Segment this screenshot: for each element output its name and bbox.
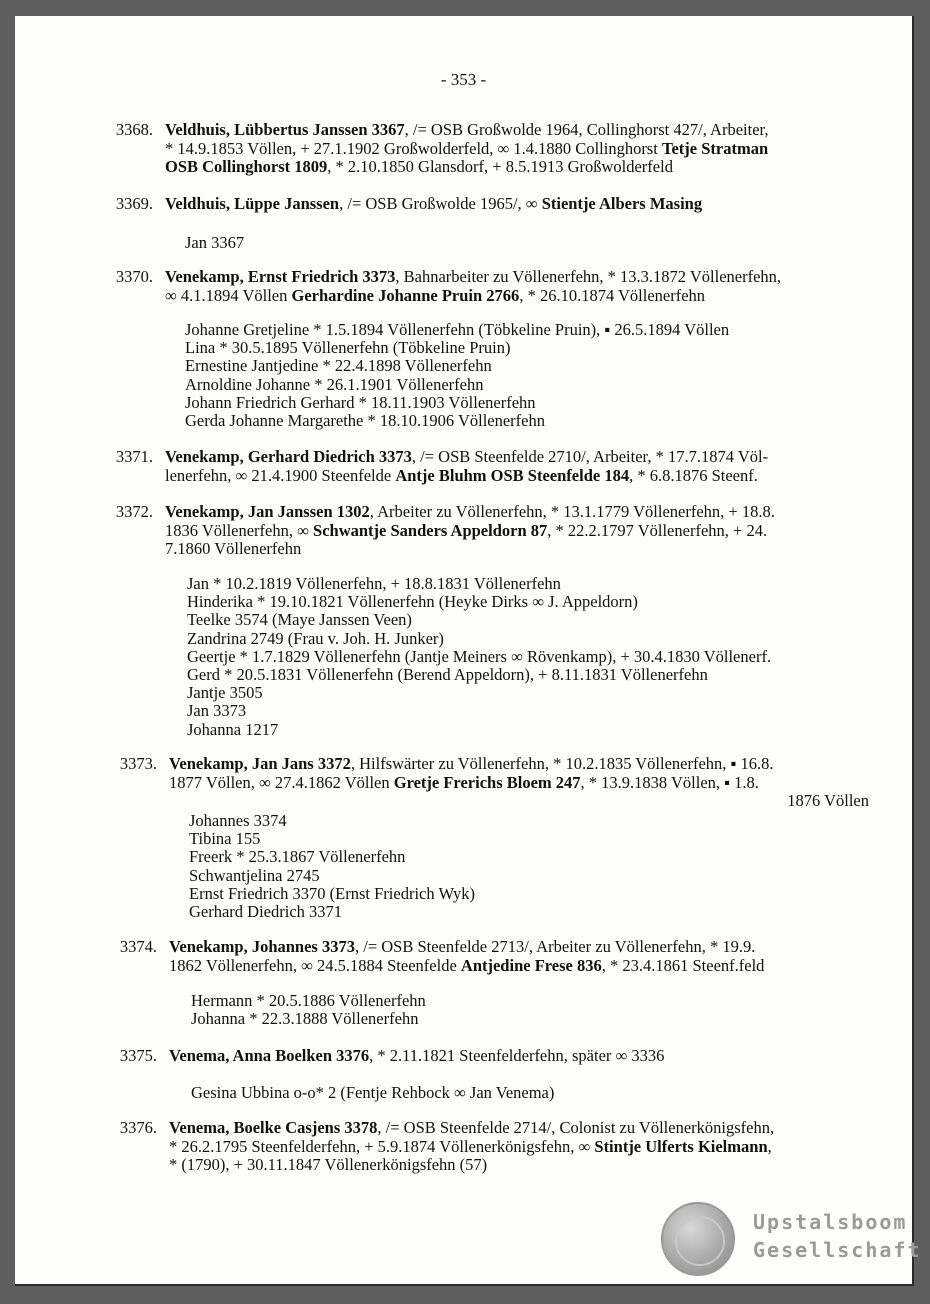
list-item: Hinderika * 19.10.1821 Völlenerfehn (Heyke Dirks ∞ J. Appeldorn) — [187, 592, 638, 612]
entry-number: 3372. — [115, 502, 153, 521]
entry-name: Venekamp, Jan Jans 3372 — [169, 754, 351, 773]
children-list — [185, 234, 244, 252]
list-item: Gerhard Diedrich 3371 — [189, 902, 343, 922]
entry-number: 3373. — [119, 754, 157, 773]
list-item: Jan 3367 — [185, 233, 245, 252]
list-item: Tibina 155 — [189, 829, 261, 849]
entry-name: Venema, Boelke Casjens 3378 — [169, 1118, 378, 1137]
entry-name: Veldhuis, Lüppe Janssen — [165, 194, 340, 213]
entry-name: Veldhuis, Lübbertus Janssen 3367 — [165, 120, 405, 139]
list-item: Freerk * 25.3.1867 Völlenerfehn — [189, 847, 406, 867]
entry-number: 3374. — [119, 937, 157, 956]
entry-name: Venekamp, Johannes 3373 — [169, 937, 355, 956]
entry-number: 3375. — [119, 1046, 157, 1065]
entry-name: Venekamp, Jan Janssen 1302 — [165, 502, 370, 521]
entry-number: 3376. — [119, 1118, 157, 1137]
entry-name: Venekamp, Gerhard Diedrich 3373 — [165, 447, 412, 466]
list-item: Jan * 10.2.1819 Völlenerfehn, + 18.8.1831 Völlenerfehn — [187, 574, 561, 593]
list-item: Hermann * 20.5.1886 Völlenerfehn — [191, 991, 426, 1010]
list-item: Schwantjelina 2745 — [189, 865, 320, 885]
list-item: Geertje * 1.7.1829 Völlenerfehn (Jantje Meiners ∞ Rövenkamp), + 30.4.1830 Völlenerf. — [187, 646, 772, 666]
entry-number: 3371. — [115, 447, 153, 466]
entry-name: Venema, Anna Boelken 3376 — [169, 1046, 370, 1065]
society-logo — [661, 1198, 922, 1278]
list-item: Johanna 1217 — [187, 719, 279, 739]
list-item: Johann Friedrich Gerhard * 18.11.1903 Völlenerfehn — [185, 392, 536, 412]
seal-icon — [661, 1202, 735, 1276]
list-item: Johanne Gretjeline * 1.5.1894 Völlenerfehn (Töbkeline Pruin), ▪ 26.5.1894 Völlen — [185, 320, 730, 339]
children-list — [187, 575, 771, 739]
entry-name: Venekamp, Ernst Friedrich 3373 — [165, 267, 396, 286]
list-item: Zandrina 2749 (Frau v. Joh. H. Junker) — [187, 628, 444, 648]
entry-number: 3370. — [115, 267, 153, 286]
logo-line-2: Gesellschaft — [753, 1238, 922, 1262]
list-item: Ernestine Jantjedine * 22.4.1898 Völlenerfehn — [185, 356, 492, 376]
list-item: Gesina Ubbina o-o* 2 (Fentje Rehbock ∞ Jan Venema) — [191, 1083, 555, 1102]
entry-number: 3368. — [115, 120, 153, 139]
children-list — [191, 992, 426, 1028]
children-list — [185, 321, 729, 430]
list-item: Gerd * 20.5.1831 Völlenerfehn (Berend Appeldorn), + 8.11.1831 Völlenerfehn — [187, 665, 708, 685]
children-list — [189, 812, 475, 921]
list-item: Johannes 3374 — [189, 811, 287, 830]
document-page: - 353 - 3368. Veldhuis, Lübbertus Janssen 3367, /= OSB Großwolde 1964, Collinghorst 427/, Arbeiter, * 14.9.1853 Völlen, + 27.1.1902 Großwolderfeld, ∞ 1.4.1880 Collinghorst Tetje Stratman OSB Collinghorst 1809, * 2.10.1850 Glansdorf, + 8.5.1913 Großwolderfeld 3369. Veldhuis, Lüppe Janssen, /= OSB Großwolde 1965/, ∞ Stientje Albers Masing Jan 3367 3370. Venekamp, Ernst Friedrich 3373, Bahnarbeiter zu Völlenerfehn, * 13.3.1872 Völlenerfehn, ∞ 4.1.1894 Völlen Gerhardine Johanne Pruin 2766, * 26.10.1874 Völlenerfehn Johanne Gretjeline * 1.5.1894 Völlenerfehn (Töbkeline Pruin), ▪ 26.5.1894 Völlen Lina * 30.5.1895 Völlenerfehn (Töbkeline Pruin) Ernestine Jantjedine * 22.4.1898 Völlenerfehn Arnoldine Johanne * 26.1.1901 Völlenerfehn Johann Friedrich Gerhard * 18.11.1903 Völlenerfehn Gerda Johanne Margarethe * 18.10.1906 Völlenerfehn 3371. Venekamp, Gerhard Diedrich 3373, /= OSB Steenfelde 2710/, Arbeiter, * 17.7.1874 Völ- lenerfehn, ∞ 21.4.1900 Steenfelde Antje Bluhm OSB Steenfelde 184, * 6.8.1876 Steenf. 3372. Venekamp, Jan Janssen 1302, Arbeiter zu Völlenerfehn, * 13.1.1779 Völlenerfehn, + 18.8. 1836 Völlenerfehn, ∞ Schwantje Sanders Appeldorn 87, * 22.2.1797 Völlenerfehn, + 24. 7.1860 Völlenerfehn Jan * 10.2.1819 Völlenerfehn, + 18.8.1831 Völlenerfehn Hinderika * 19.10.1821 Völlenerfehn (Heyke Dirks ∞ J. Appeldorn) Teelke 3574 (Maye Janssen Veen) Zandrina 2749 (Frau v. Joh. H. Junker) Geertje * 1.7.1829 Völlenerfehn (Jantje Meiners ∞ Rövenkamp), + 30.4.1830 Völlenerf. Gerd * 20.5.1831 Völlenerfehn (Berend Appeldorn), + 8.11.1831 Völlenerfehn Jantje 3505 Jan 3373 Johanna 1217 3373. Venekamp, Jan Jans 3372, Hilfswärter zu Völlenerfehn, * 10.2.1835 Völlenerfehn, ▪ 16.8. 1877 Völlen, ∞ 27.4.1862 Völlen Gretje Frerichs Bloem 247, * 13.9.1838 Völlen, ▪ 1.8. 1876 Völlen Johannes 3374 Tibina 155 Freerk * 25.3.1867 Völlenerfehn Schwantjelina 2745 Ernst Friedrich 3370 (Ernst Friedrich Wyk) Gerhard Diedrich 3371 3374. Venekamp, Johannes 3373, /= OSB Steenfelde 2713/, Arbeiter zu Völlenerfehn, * 19.9. 1862 Völlenerfehn, ∞ 24.5.1884 Steenfelde Antjedine Frese 836, * 23.4.1861 Steenf.feld Hermann * 20.5.1886 Völlenerfehn Johanna * 22.3.1888 Völlenerfehn 3375. Venema, Anna Boelken 3376, * 2.11.1821 Steenfelderfehn, später ∞ 3336 Gesina Ubbina o-o* 2 (Fentje Rehbock ∞ Jan Venema) 3376. Venema, Boelke Casjens 3378, /= OSB Steenfelde 2714/, Colonist zu Völlenerkönigsfehn, * 26.2.1795 Steenfelderfehn, + 5.9.1874 Völlenerkönigsfehn, ∞ Stintje Ulferts Kielmann, * (1790), + 30.11.1847 Völlenerkönigsfehn (57) Upstalsboom Gesellschaft — [15, 16, 914, 1286]
logo-line-1: Upstalsboom — [753, 1210, 908, 1234]
list-item: Ernst Friedrich 3370 (Ernst Friedrich Wyk) — [189, 883, 476, 903]
list-item: Johanna * 22.3.1888 Völlenerfehn — [191, 1009, 419, 1029]
list-item: Lina * 30.5.1895 Völlenerfehn (Töbkeline Pruin) — [185, 338, 511, 358]
list-item: Teelke 3574 (Maye Janssen Veen) — [187, 610, 412, 630]
entry-number: 3369. — [115, 194, 153, 213]
page-number: - 353 - — [440, 70, 487, 89]
list-item: Gerda Johanne Margarethe * 18.10.1906 Völlenerfehn — [185, 411, 545, 431]
children-list — [191, 1084, 554, 1102]
list-item: Jan 3373 — [187, 701, 247, 721]
list-item: Arnoldine Johanne * 26.1.1901 Völlenerfehn — [185, 374, 484, 394]
list-item: Jantje 3505 — [187, 683, 263, 703]
